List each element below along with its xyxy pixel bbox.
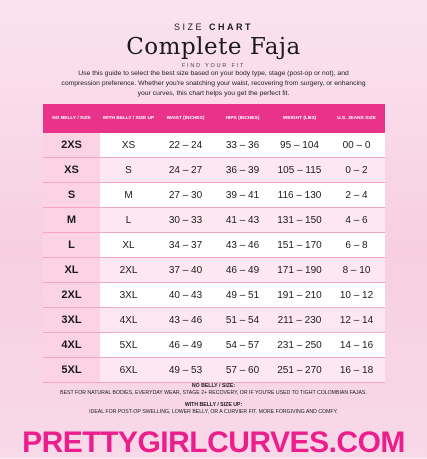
table-cell: 2XL xyxy=(100,258,157,283)
table-cell: 33 – 36 xyxy=(214,133,271,158)
table-cell: 105 – 115 xyxy=(271,158,328,183)
table-cell: 95 – 104 xyxy=(271,133,328,158)
header-with-belly: WITH BELLY / SIZE UP xyxy=(100,104,157,133)
table-row xyxy=(43,208,385,233)
page-title: Complete Faja xyxy=(126,34,301,60)
table-cell: 6XL xyxy=(100,358,157,383)
table-cell: 16 – 18 xyxy=(328,358,385,383)
table-cell: L xyxy=(100,208,157,233)
size-table xyxy=(43,104,385,374)
table-cell: XL xyxy=(100,233,157,258)
table-cell: 36 – 39 xyxy=(214,158,271,183)
table-cell: 251 – 270 xyxy=(271,358,328,383)
brand-logo: PRETTYGIRLCURVES.COM xyxy=(22,426,405,459)
table-row xyxy=(43,233,385,258)
table-cell: 27 – 30 xyxy=(157,183,214,208)
table-cell: 231 – 250 xyxy=(271,333,328,358)
table-cell: L xyxy=(43,233,100,258)
table-cell: 5XL xyxy=(100,333,157,358)
table-cell: 131 – 150 xyxy=(271,208,328,233)
table-row xyxy=(43,133,385,158)
table-row xyxy=(43,358,385,383)
table-cell: 6 – 8 xyxy=(328,233,385,258)
table-body xyxy=(43,133,385,383)
header-hips: HIPS (INCHES) xyxy=(214,104,271,133)
table-cell: 2XL xyxy=(43,283,100,308)
table-cell: 57 – 60 xyxy=(214,358,271,383)
table-cell: 37 – 40 xyxy=(157,258,214,283)
table-cell: 43 – 46 xyxy=(157,308,214,333)
table-cell: 4 – 6 xyxy=(328,208,385,233)
no-belly-heading: NO BELLY / SIZE: xyxy=(191,383,236,389)
table-cell: XL xyxy=(43,258,100,283)
table-cell: 211 – 230 xyxy=(271,308,328,333)
size-chart-label: SIZE CHART xyxy=(173,22,254,32)
with-belly-heading: WITH BELLY / SIZE UP: xyxy=(184,402,243,408)
table-cell: 4XL xyxy=(43,333,100,358)
table-cell: 43 – 46 xyxy=(214,233,271,258)
table-cell: 8 – 10 xyxy=(328,258,385,283)
table-cell: 12 – 14 xyxy=(328,308,385,333)
table-row xyxy=(43,308,385,333)
header-weight: WEIGHT (LBS) xyxy=(271,104,328,133)
header-waist: WAIST (INCHES) xyxy=(157,104,214,133)
table-cell: 51 – 54 xyxy=(214,308,271,333)
table-cell: 39 – 41 xyxy=(214,183,271,208)
no-belly-text: BEST FOR NATURAL BODIES, EVERYDAY WEAR, STAGE 2+ RECOVERY, OR IF YOU'RE USED TO TIGHT COLOMBIAN FAJAS. xyxy=(60,390,367,396)
table-cell: 0 – 2 xyxy=(328,158,385,183)
table-cell: 22 – 24 xyxy=(157,133,214,158)
table-cell: 116 – 130 xyxy=(271,183,328,208)
table-cell: 49 – 53 xyxy=(157,358,214,383)
table-cell: 191 – 210 xyxy=(271,283,328,308)
header-jeans: U.S. JEANS SIZE xyxy=(328,104,385,133)
table-cell: 171 – 190 xyxy=(271,258,328,283)
table-cell: 54 – 57 xyxy=(214,333,271,358)
chart-header xyxy=(0,22,427,69)
with-belly-text: IDEAL FOR POST-OP SWELLING, LOWER BELLY, OR A CURVIER FIT. MORE FORGIVING AND COMFY. xyxy=(89,409,338,415)
table-cell: 41 – 43 xyxy=(214,208,271,233)
table-cell: 5XL xyxy=(43,358,100,383)
table-cell: 40 – 43 xyxy=(157,283,214,308)
table-cell: 14 – 16 xyxy=(328,333,385,358)
table-cell: 2 – 4 xyxy=(328,183,385,208)
table-cell: 30 – 33 xyxy=(157,208,214,233)
table-cell: 10 – 12 xyxy=(328,283,385,308)
table-cell: XS xyxy=(43,158,100,183)
table-cell: M xyxy=(100,183,157,208)
table-cell: 46 – 49 xyxy=(214,258,271,283)
table-cell: 2XS xyxy=(43,133,100,158)
table-row xyxy=(43,258,385,283)
subtitle: FIND YOUR FIT xyxy=(181,63,246,69)
table-cell: 00 – 0 xyxy=(328,133,385,158)
table-cell: S xyxy=(100,158,157,183)
table-row xyxy=(43,183,385,208)
table-row xyxy=(43,158,385,183)
table-cell: 3XL xyxy=(43,308,100,333)
table-row xyxy=(43,333,385,358)
table-row xyxy=(43,283,385,308)
table-cell: 46 – 49 xyxy=(157,333,214,358)
table-cell: XS xyxy=(100,133,157,158)
header-no-belly: NO BELLY / SIZE xyxy=(43,104,100,133)
table-header-row xyxy=(43,104,385,133)
table-cell: 151 – 170 xyxy=(271,233,328,258)
table-cell: 34 – 37 xyxy=(157,233,214,258)
description: Use this guide to select the best size based on your body type, stage (post-op or not), and compression preference. Whether you're snatching your waist, recovering from surgery, or enhancing your curves, this chart helps you get the perfect fit. xyxy=(61,70,366,97)
table-cell: 24 – 27 xyxy=(157,158,214,183)
table-cell: M xyxy=(43,208,100,233)
notes xyxy=(0,383,427,416)
table-cell: 3XL xyxy=(100,283,157,308)
table-cell: 49 – 51 xyxy=(214,283,271,308)
table-cell: 4XL xyxy=(100,308,157,333)
table-cell: S xyxy=(43,183,100,208)
